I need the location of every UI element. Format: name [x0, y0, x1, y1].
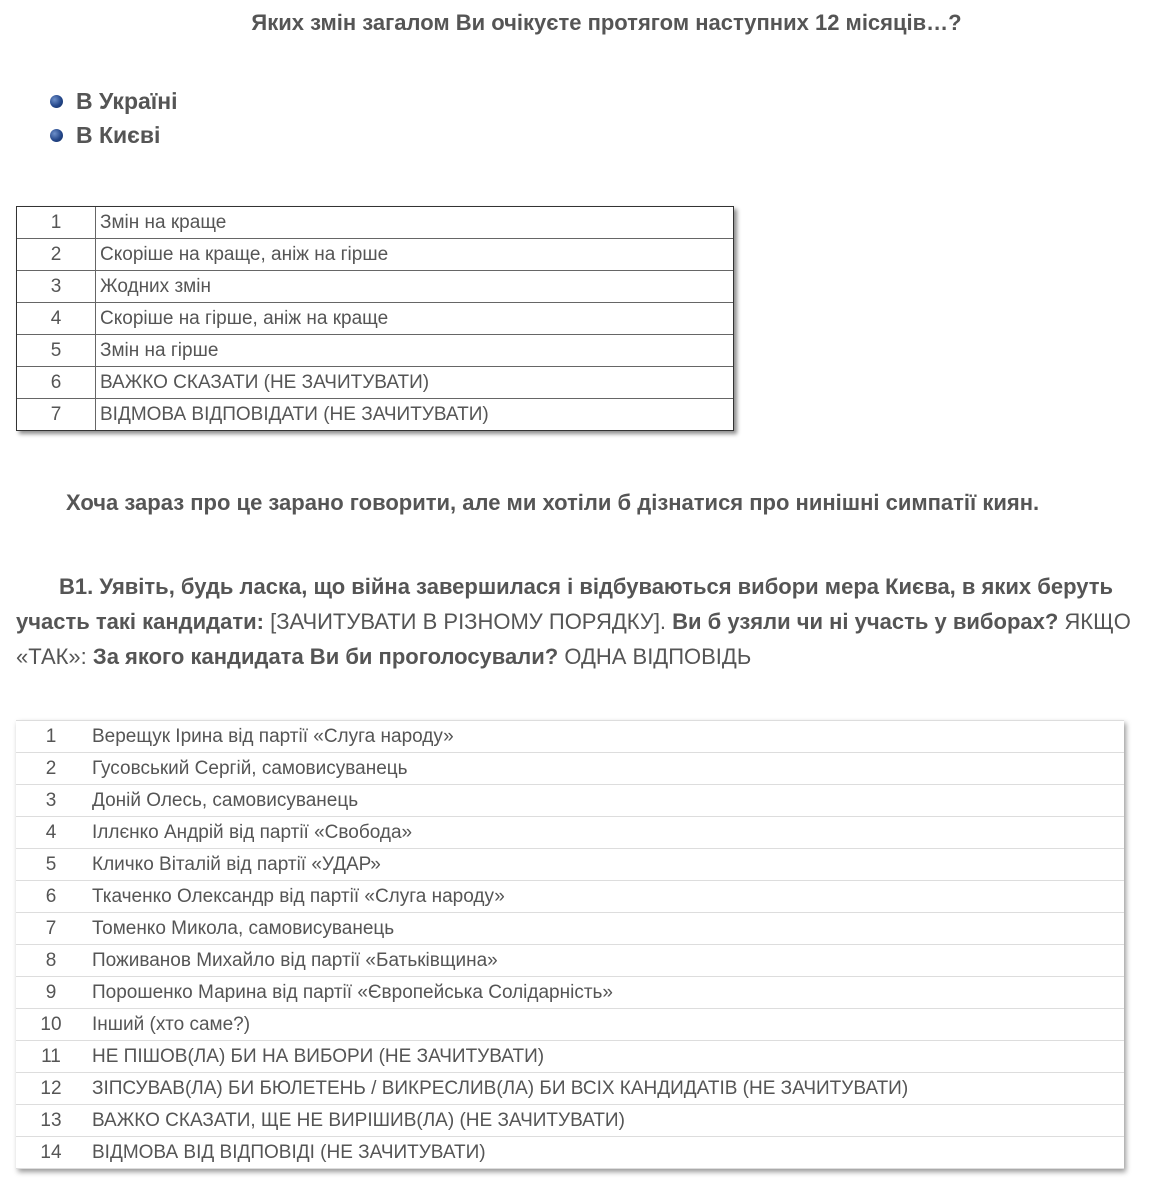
table-row — [16, 977, 1124, 1009]
option-text: Жодних змін — [96, 271, 734, 303]
table-row — [16, 881, 1124, 913]
candidate-number: 6 — [16, 881, 86, 913]
table-row — [17, 271, 733, 303]
candidate-text: Поживанов Михайло від партії «Батьківщина» — [86, 945, 1124, 977]
candidate-text: Іллєнко Андрій від партії «Свобода» — [86, 817, 1124, 849]
table-row — [17, 303, 733, 335]
candidate-number: 11 — [16, 1041, 86, 1073]
region-list-item — [50, 86, 178, 120]
candidate-text: НЕ ПІШОВ(ЛА) БИ НА ВИБОРИ (НЕ ЗАЧИТУВАТИ) — [86, 1041, 1124, 1073]
candidate-number: 2 — [16, 753, 86, 785]
region-label: В Україні — [76, 88, 178, 114]
table-row — [16, 849, 1124, 881]
answer-type-note: ОДНА ВІДПОВІДЬ — [558, 644, 752, 669]
region-list-item — [50, 120, 178, 154]
table-row — [16, 721, 1124, 753]
candidate-number: 4 — [16, 817, 86, 849]
question-b1-text: B1. Уявіть, будь ласка, що війна завершилася і відбуваються вибори мера Києва, в яких беруть участь такі кандидати: — [16, 574, 1114, 634]
candidate-number: 9 — [16, 977, 86, 1009]
option-text: ВАЖКО СКАЗАТИ (НЕ ЗАЧИТУВАТИ) — [96, 367, 734, 399]
table-row — [17, 207, 733, 239]
table-row — [16, 913, 1124, 945]
intro-paragraph: Хоча зараз про це зарано говорити, але ми хотіли б дізнатися про нинішні симпатії киян. — [66, 490, 1040, 515]
bullet-icon — [50, 129, 63, 142]
region-list — [50, 86, 178, 154]
option-text: ВІДМОВА ВІДПОВІДАТИ (НЕ ЗАЧИТУВАТИ) — [96, 399, 734, 431]
table-row — [16, 785, 1124, 817]
candidate-text: Ткаченко Олександр від партії «Слуга народу» — [86, 881, 1124, 913]
candidate-number: 8 — [16, 945, 86, 977]
option-text: Змін на гірше — [96, 335, 734, 367]
table-row — [17, 239, 733, 271]
candidate-number: 13 — [16, 1105, 86, 1137]
table-row — [16, 1105, 1124, 1137]
option-number: 3 — [17, 271, 96, 303]
candidate-number: 14 — [16, 1137, 86, 1169]
question-title: Яких змін загалом Ви очікуєте протягом наступних 12 місяців…? — [251, 10, 962, 35]
bullet-icon — [50, 95, 63, 108]
candidate-text: Гусовський Сергій, самовисуванець — [86, 753, 1124, 785]
option-number: 6 — [17, 367, 96, 399]
candidate-text: ВАЖКО СКАЗАТИ, ЩЕ НЕ ВИРІШИВ(ЛА) (НЕ ЗАЧИТУВАТИ) — [86, 1105, 1124, 1137]
option-number: 2 — [17, 239, 96, 271]
candidate-text: Інший (хто саме?) — [86, 1009, 1124, 1041]
candidate-text: ВІДМОВА ВІД ВІДПОВІДІ (НЕ ЗАЧИТУВАТИ) — [86, 1137, 1124, 1169]
table-row — [16, 1137, 1124, 1169]
option-text: Змін на краще — [96, 207, 734, 239]
candidate-text: Порошенко Марина від партії «Європейська Солідарність» — [86, 977, 1124, 1009]
table-row — [16, 1073, 1124, 1105]
region-label: В Києві — [76, 122, 161, 148]
candidates-table — [16, 720, 1124, 1169]
table-row — [16, 753, 1124, 785]
candidate-number: 7 — [16, 913, 86, 945]
candidate-text: Кличко Віталій від партії «УДАР» — [86, 849, 1124, 881]
table-row — [16, 817, 1124, 849]
candidate-number: 1 — [16, 721, 86, 753]
option-text: Скоріше на гірше, аніж на краще — [96, 303, 734, 335]
candidate-number: 12 — [16, 1073, 86, 1105]
table-row — [16, 1009, 1124, 1041]
option-number: 4 — [17, 303, 96, 335]
candidate-number: 5 — [16, 849, 86, 881]
question-b1 — [16, 569, 1160, 674]
table-row — [16, 945, 1124, 977]
table-row — [16, 1041, 1124, 1073]
option-text: Скоріше на краще, аніж на гірше — [96, 239, 734, 271]
candidate-text: ЗІПСУВАВ(ЛА) БИ БЮЛЕТЕНЬ / ВИКРЕСЛИВ(ЛА) БИ ВСІХ КАНДИДАТІВ (НЕ ЗАЧИТУВАТИ) — [86, 1073, 1124, 1105]
interviewer-instruction: [ЗАЧИТУВАТИ В РІЗНОМУ ПОРЯДКУ]. — [263, 609, 673, 634]
question-candidate: За якого кандидата Ви би проголосували? — [92, 644, 559, 669]
candidate-number: 3 — [16, 785, 86, 817]
option-number: 5 — [17, 335, 96, 367]
candidate-text: Доній Олесь, самовисуванець — [86, 785, 1124, 817]
question-participation: Ви б узяли чи ні участь у виборах? — [672, 609, 1059, 634]
interviewer-condition: ЯКЩО «ТАК»: — [16, 609, 1131, 669]
table-row — [17, 399, 733, 431]
table-row — [17, 335, 733, 367]
candidate-text: Томенко Микола, самовисуванець — [86, 913, 1124, 945]
table-row — [17, 367, 733, 399]
candidate-number: 10 — [16, 1009, 86, 1041]
option-number: 7 — [17, 399, 96, 431]
option-number: 1 — [17, 207, 96, 239]
answer-options-table — [16, 206, 734, 431]
candidate-text: Верещук Ірина від партії «Слуга народу» — [86, 721, 1124, 753]
